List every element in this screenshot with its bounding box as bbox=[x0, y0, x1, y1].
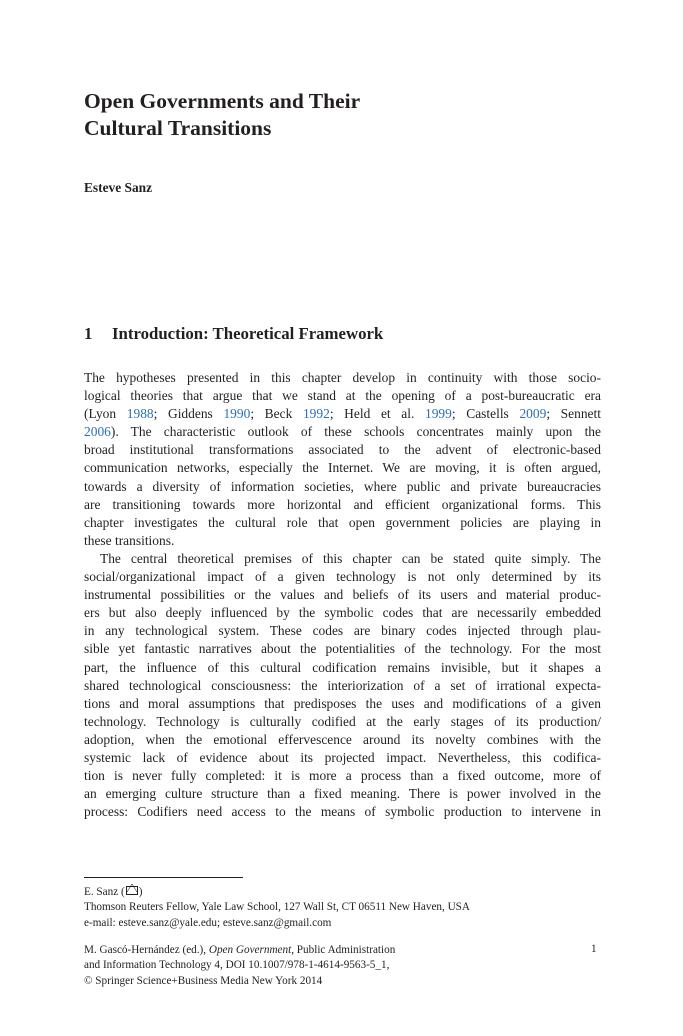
text-line: sible yet fantastic narratives about the potentialities of the technology. For the most bbox=[84, 641, 601, 657]
citation-link[interactable]: 2009 bbox=[519, 406, 547, 422]
text-line: systemic lack of evidence about its projected impact. Nevertheless, this codifica- bbox=[84, 749, 601, 765]
chapter-title bbox=[84, 88, 360, 142]
text-line: tion is never fully completed: it is more a process than a fixed outcome, more of bbox=[84, 768, 601, 784]
text-line: 2006). The characteristic outlook of these schools concentrates mainly upon the bbox=[84, 424, 601, 440]
text-line: these transitions. bbox=[84, 532, 175, 548]
text-line: social/organizational impact of a given technology is not only determined by its bbox=[84, 569, 601, 585]
publication-line-2: and Information Technology 4, DOI 10.1007/978-1-4614-9563-5_1, bbox=[84, 959, 390, 972]
chapter-title-line-2: Cultural Transitions bbox=[84, 116, 272, 140]
text-line: instrumental possibilities or the values and beliefs of its users and material produc- bbox=[84, 587, 601, 603]
text-line: tions and moral assumptions that predisposes the uses and modifications of a given bbox=[84, 695, 601, 711]
text-line: logical theories that argue that we stand at the opening of a post-bureaucratic era bbox=[84, 388, 601, 404]
mail-icon[interactable] bbox=[126, 886, 138, 895]
text-line: chapter investigates the cultural role that open government policies are playing in bbox=[84, 514, 601, 530]
text-line: adoption, when the emotional effervescence around its novelty combines with the bbox=[84, 731, 601, 747]
citation-link[interactable]: 2006 bbox=[84, 424, 111, 440]
text-line: communication networks, especially the Internet. We are moving, it is often argued, bbox=[84, 460, 601, 476]
chapter-title-line-1: Open Governments and Their bbox=[84, 89, 361, 113]
publication-line-1: M. Gascó-Hernández (ed.), Open Government, Public Administration bbox=[84, 944, 396, 956]
publication-info bbox=[84, 943, 395, 989]
citation-link[interactable]: 1990 bbox=[223, 406, 251, 422]
section-number: 1 bbox=[84, 324, 93, 343]
text-line: ers but also deeply influenced by the symbolic codes that are necessarily embedded bbox=[84, 605, 601, 621]
copyright-line: © Springer Science+Business Media New York 2014 bbox=[84, 974, 323, 987]
text-line: process: Codifiers need access to the means of symbolic production to intervene in bbox=[84, 804, 601, 820]
text-line: The central theoretical premises of this chapter can be stated quite simply. The bbox=[100, 550, 601, 566]
footnote-affiliation: Thomson Reuters Fellow, Yale Law School, 127 Wall St, CT 06511 New Haven, USA bbox=[84, 901, 470, 914]
author-name: Esteve Sanz bbox=[84, 180, 153, 195]
author-footnote bbox=[84, 885, 470, 931]
text-line: towards a diversity of information societies, where public and private bureaucracies bbox=[84, 478, 601, 494]
text-line: shared technological consciousness: the interiorization of a set of irrational expecta- bbox=[84, 677, 601, 693]
section-heading bbox=[84, 324, 383, 344]
text-line: The hypotheses presented in this chapter develop in continuity with those socio- bbox=[84, 370, 601, 385]
citation-link[interactable]: 1988 bbox=[126, 406, 154, 422]
section-title: Introduction: Theoretical Framework bbox=[112, 324, 384, 343]
text-line: are transitioning towards more horizontal and efficient organizational forms. This bbox=[84, 496, 601, 512]
text-line: part, the influence of this cultural codification remains invisible, but it shapes a bbox=[84, 659, 601, 675]
footnote-email[interactable]: e-mail: esteve.sanz@yale.edu; esteve.sanz@gmail.com bbox=[84, 916, 332, 929]
text-line: in any technological system. These codes are binary codes injected through plau- bbox=[84, 623, 601, 639]
footnote-divider bbox=[84, 877, 243, 878]
body-text bbox=[84, 369, 601, 821]
citation-link[interactable]: 1999 bbox=[424, 406, 452, 422]
text-line: (Lyon 1988; Giddens 1990; Beck 1992; Held et al. 1999; Castells 2009; Sennett bbox=[84, 406, 601, 422]
text-line: an emerging culture structure than a fixed meaning. There is power involved in the bbox=[84, 786, 601, 802]
text-line: technology. Technology is culturally codified at the early stages of its production/ bbox=[84, 713, 601, 729]
text-line: broad institutional transformations associated to the advent of electronic-based bbox=[84, 442, 601, 458]
citation-link[interactable]: 1992 bbox=[302, 406, 330, 422]
page-number: 1 bbox=[591, 943, 597, 955]
footnote-author: E. Sanz ( ) bbox=[84, 886, 143, 898]
